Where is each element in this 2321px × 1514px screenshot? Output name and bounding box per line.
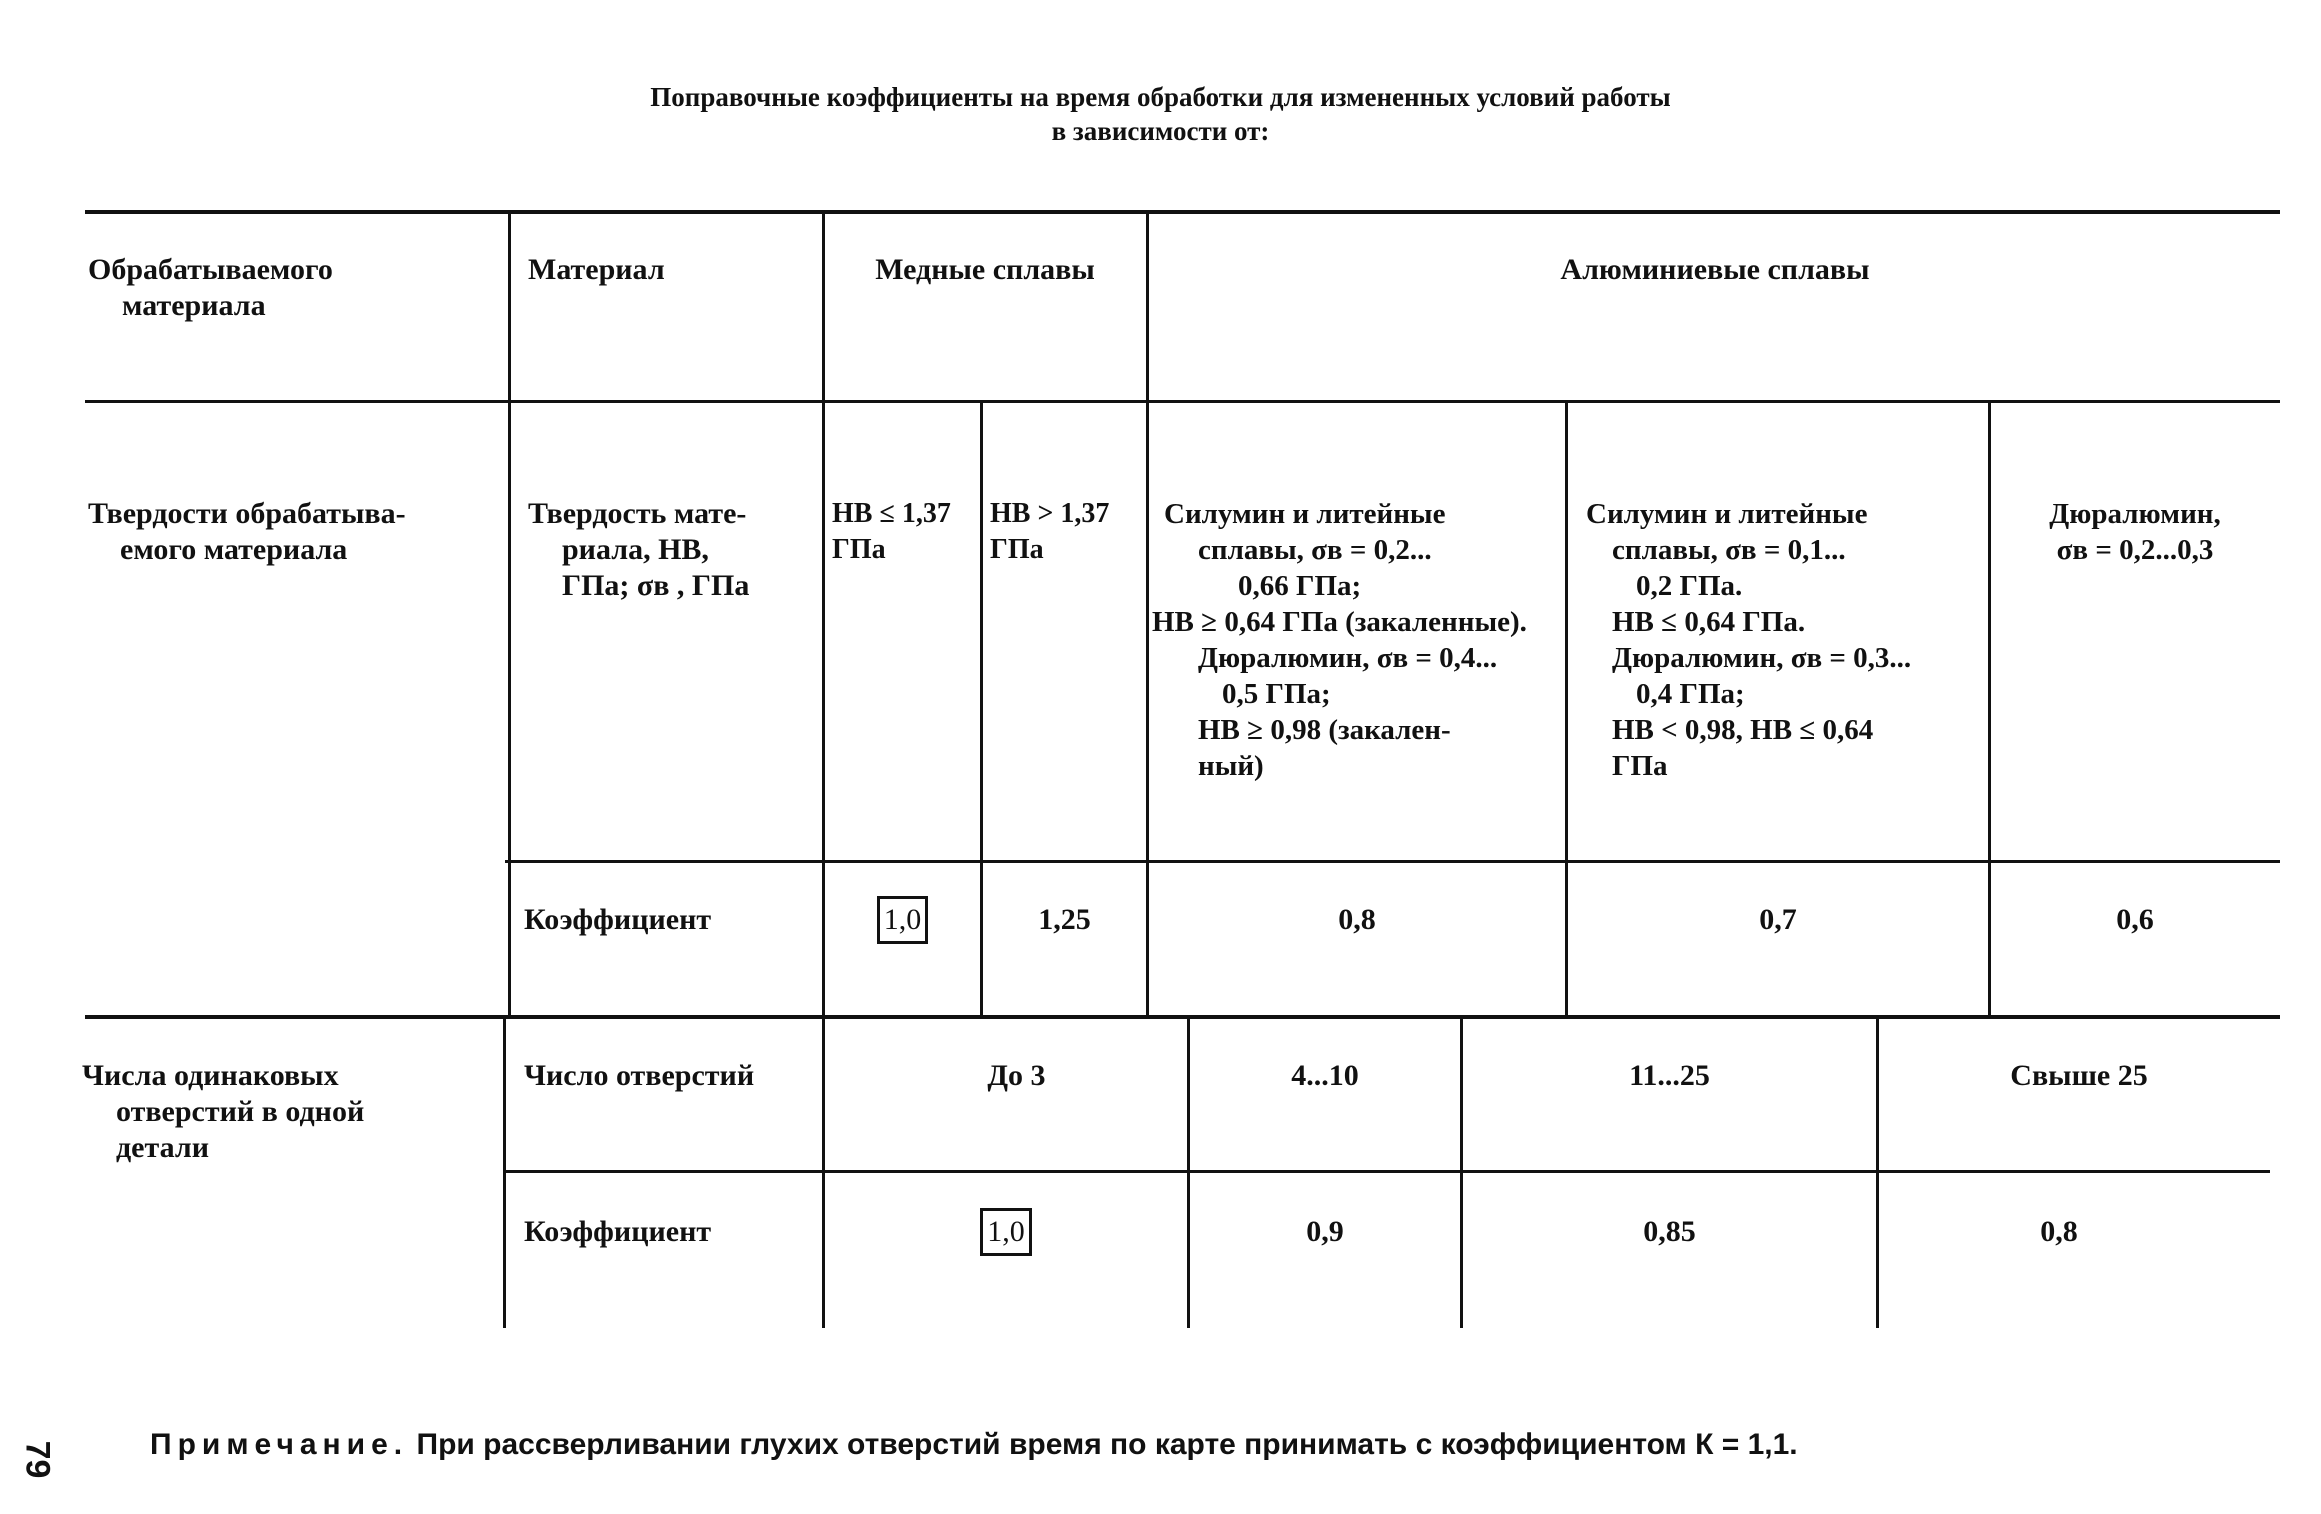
footnote-label: Примечание. [150, 1428, 409, 1461]
holes-coef-1 [825, 1208, 1187, 1256]
al2-line4: НВ ≤ 0,64 ГПа. [1612, 606, 1806, 638]
page-number: 79 [18, 1440, 57, 1479]
hardness-param-line3: ГПа; σв , ГПа [562, 569, 750, 602]
al1-line7: НВ ≥ 0,98 (закален- [1198, 714, 1451, 746]
header-aluminium-alloys: Алюминиевые сплавы [1560, 253, 1870, 286]
hardness-param [528, 496, 749, 604]
hardness-coef-cu-low-value: 1,0 [877, 896, 929, 944]
al2-line1: Силумин и литейные [1586, 498, 1868, 530]
hardness-coef-label: Коэффициент [524, 903, 712, 936]
hardness-cu-low-line2: ГПа [832, 534, 886, 565]
al1-line6: 0,5 ГПа; [1222, 678, 1331, 710]
header-col1 [88, 252, 333, 324]
holes-label-line3: детали [116, 1131, 209, 1164]
holes-coef-label: Коэффициент [524, 1215, 712, 1248]
al1-line1: Силумин и литейные [1164, 498, 1446, 530]
holes-label-line1: Числа одинаковых [82, 1059, 339, 1092]
holes-range-2: 4...10 [1291, 1059, 1359, 1092]
hardness-coef-cu-low [825, 896, 980, 944]
holes-coef-4: 0,8 [2040, 1215, 2078, 1248]
al1-line5: Дюралюмин, σв = 0,4... [1198, 642, 1498, 674]
hardness-cu-high-line2: ГПа [990, 534, 1044, 565]
hardness-coef-al-2: 0,7 [1759, 903, 1797, 936]
header-copper-alloys: Медные сплавы [875, 253, 1095, 286]
hardness-label-line1: Твердости обрабатыва- [88, 497, 406, 530]
hardness-coef-cu-high: 1,25 [1038, 903, 1091, 936]
footnote [150, 1428, 1798, 1462]
document-title [0, 80, 2321, 148]
holes-range-3: 11...25 [1629, 1059, 1710, 1092]
header-col1-line2: материала [122, 289, 266, 322]
vline-col3 [822, 212, 825, 1328]
al3-line2: σв = 0,2...0,3 [2056, 534, 2214, 566]
hardness-coef-top-rule [505, 860, 2280, 863]
holes-label [82, 1058, 364, 1166]
hardness-al-group-3 [1992, 496, 2278, 568]
holes-range-4: Свыше 25 [2010, 1059, 2148, 1092]
al1-line3: 0,66 ГПа; [1238, 570, 1362, 602]
holes-param: Число отверстий [524, 1059, 755, 1092]
al1-line8: ный) [1198, 750, 1264, 782]
holes-coef-top-rule [505, 1170, 2270, 1173]
holes-range-1: До 3 [987, 1059, 1046, 1092]
header-col1-line1: Обрабатываемого [88, 253, 333, 286]
al2-line3: 0,2 ГПа. [1636, 570, 1743, 602]
title-line-2: в зависимости от: [1051, 116, 1270, 146]
hardness-coef-al-3: 0,6 [2116, 903, 2154, 936]
hardness-cu-low-line1: НВ ≤ 1,37 [832, 498, 951, 529]
holes-range-1-wrap [506, 1058, 1187, 1094]
al1-line4: НВ ≥ 0,64 ГПа (закаленные). [1152, 606, 1527, 638]
holes-coef-2: 0,9 [1306, 1215, 1344, 1248]
hardness-cu-low [832, 496, 951, 568]
hardness-cu-high-line1: НВ > 1,37 [990, 498, 1110, 529]
hardness-param-line1: Твердость мате- [528, 497, 747, 530]
hardness-param-line2: риала, НВ, [562, 533, 709, 566]
holes-coef-3: 0,85 [1643, 1215, 1696, 1248]
table-top-rule [85, 210, 2280, 214]
hardness-label-line2: емого материала [120, 533, 348, 566]
header-material: Материал [528, 253, 665, 286]
hardness-cu-high [990, 496, 1109, 568]
vline-col2-top [508, 212, 511, 1015]
al2-line6: 0,4 ГПа; [1636, 678, 1745, 710]
hardness-label [88, 496, 406, 568]
vline-al-start [1146, 212, 1149, 1015]
holes-coef-1-value: 1,0 [980, 1208, 1032, 1256]
holes-label-line2: отверстий в одной [116, 1095, 365, 1128]
al2-line2: сплавы, σв = 0,1... [1612, 534, 1846, 566]
hardness-coef-al-1: 0,8 [1338, 903, 1376, 936]
header-bottom-rule [85, 400, 2280, 403]
title-line-1: Поправочные коэффициенты на время обработки для измененных условий работы [650, 82, 1671, 112]
al2-line8: ГПа [1612, 750, 1668, 782]
al2-line7: НВ < 0,98, НВ ≤ 0,64 [1612, 714, 1874, 746]
hardness-al-group-2 [1576, 496, 1911, 784]
footnote-text: При рассверливании глухих отверстий время по карте принимать с коэффициентом К = 1,1. [416, 1428, 1798, 1461]
hardness-al-group-1 [1152, 496, 1527, 784]
hardness-section-bottom-rule [85, 1015, 2280, 1019]
al2-line5: Дюралюмин, σв = 0,3... [1612, 642, 1912, 674]
al1-line2: сплавы, σв = 0,2... [1198, 534, 1432, 566]
al3-line1: Дюралюмин, [2049, 498, 2221, 530]
